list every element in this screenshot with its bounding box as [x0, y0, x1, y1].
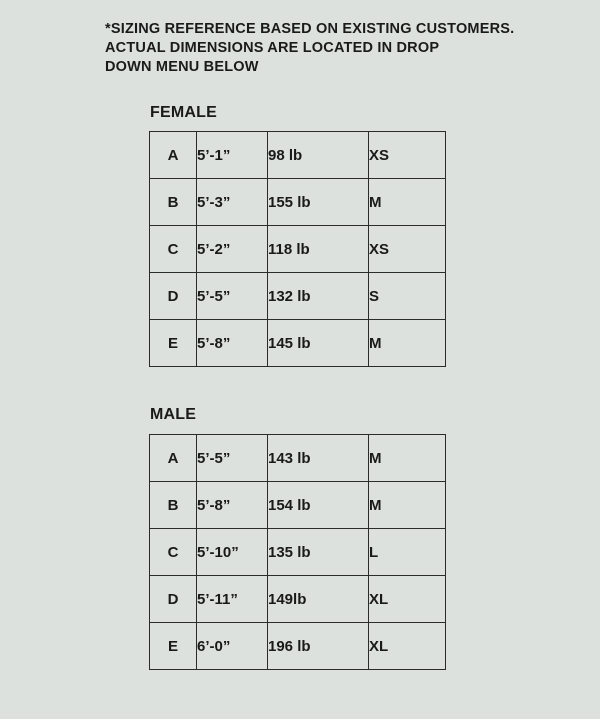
table-row [150, 576, 446, 623]
weight-cell: 132 lb [268, 273, 369, 320]
table-row [150, 482, 446, 529]
row-label-cell: E [150, 320, 197, 367]
size-cell: M [369, 179, 446, 226]
row-label-cell: B [150, 179, 197, 226]
table-row [150, 623, 446, 670]
weight-cell: 149lb [268, 576, 369, 623]
size-cell: XL [369, 623, 446, 670]
row-label-cell: C [150, 226, 197, 273]
size-cell: XL [369, 576, 446, 623]
height-cell: 5’-1” [197, 132, 268, 179]
height-cell: 5’-5” [197, 435, 268, 482]
row-label-cell: D [150, 273, 197, 320]
male-size-table [149, 434, 446, 670]
height-cell: 5’-3” [197, 179, 268, 226]
sizing-note [105, 20, 545, 77]
table-row [150, 435, 446, 482]
row-label-cell: E [150, 623, 197, 670]
size-cell: M [369, 320, 446, 367]
height-cell: 5’-8” [197, 320, 268, 367]
size-cell: M [369, 435, 446, 482]
row-label-cell: B [150, 482, 197, 529]
table-row [150, 132, 446, 179]
row-label-cell: A [150, 435, 197, 482]
size-cell: XS [369, 226, 446, 273]
sizing-note-line: ACTUAL DIMENSIONS ARE LOCATED IN DROP [105, 40, 440, 56]
table-row [150, 179, 446, 226]
size-cell: S [369, 273, 446, 320]
table-row [150, 529, 446, 576]
weight-cell: 145 lb [268, 320, 369, 367]
weight-cell: 118 lb [268, 226, 369, 273]
height-cell: 5’-8” [197, 482, 268, 529]
size-cell: L [369, 529, 446, 576]
sizing-note-line: DOWN MENU BELOW [105, 59, 259, 75]
sizing-note-line: *SIZING REFERENCE BASED ON EXISTING CUSTOMERS. [105, 21, 515, 37]
height-cell: 5’-11” [197, 576, 268, 623]
table-row [150, 273, 446, 320]
male-section-title: MALE [150, 406, 197, 423]
height-cell: 5’-2” [197, 226, 268, 273]
table-row [150, 226, 446, 273]
weight-cell: 154 lb [268, 482, 369, 529]
size-cell: M [369, 482, 446, 529]
height-cell: 5’-5” [197, 273, 268, 320]
table-row [150, 320, 446, 367]
height-cell: 6’-0” [197, 623, 268, 670]
weight-cell: 155 lb [268, 179, 369, 226]
female-size-table [149, 131, 446, 367]
row-label-cell: C [150, 529, 197, 576]
row-label-cell: D [150, 576, 197, 623]
female-section-title: FEMALE [150, 104, 217, 121]
weight-cell: 135 lb [268, 529, 369, 576]
weight-cell: 143 lb [268, 435, 369, 482]
weight-cell: 196 lb [268, 623, 369, 670]
weight-cell: 98 lb [268, 132, 369, 179]
size-cell: XS [369, 132, 446, 179]
height-cell: 5’-10” [197, 529, 268, 576]
row-label-cell: A [150, 132, 197, 179]
